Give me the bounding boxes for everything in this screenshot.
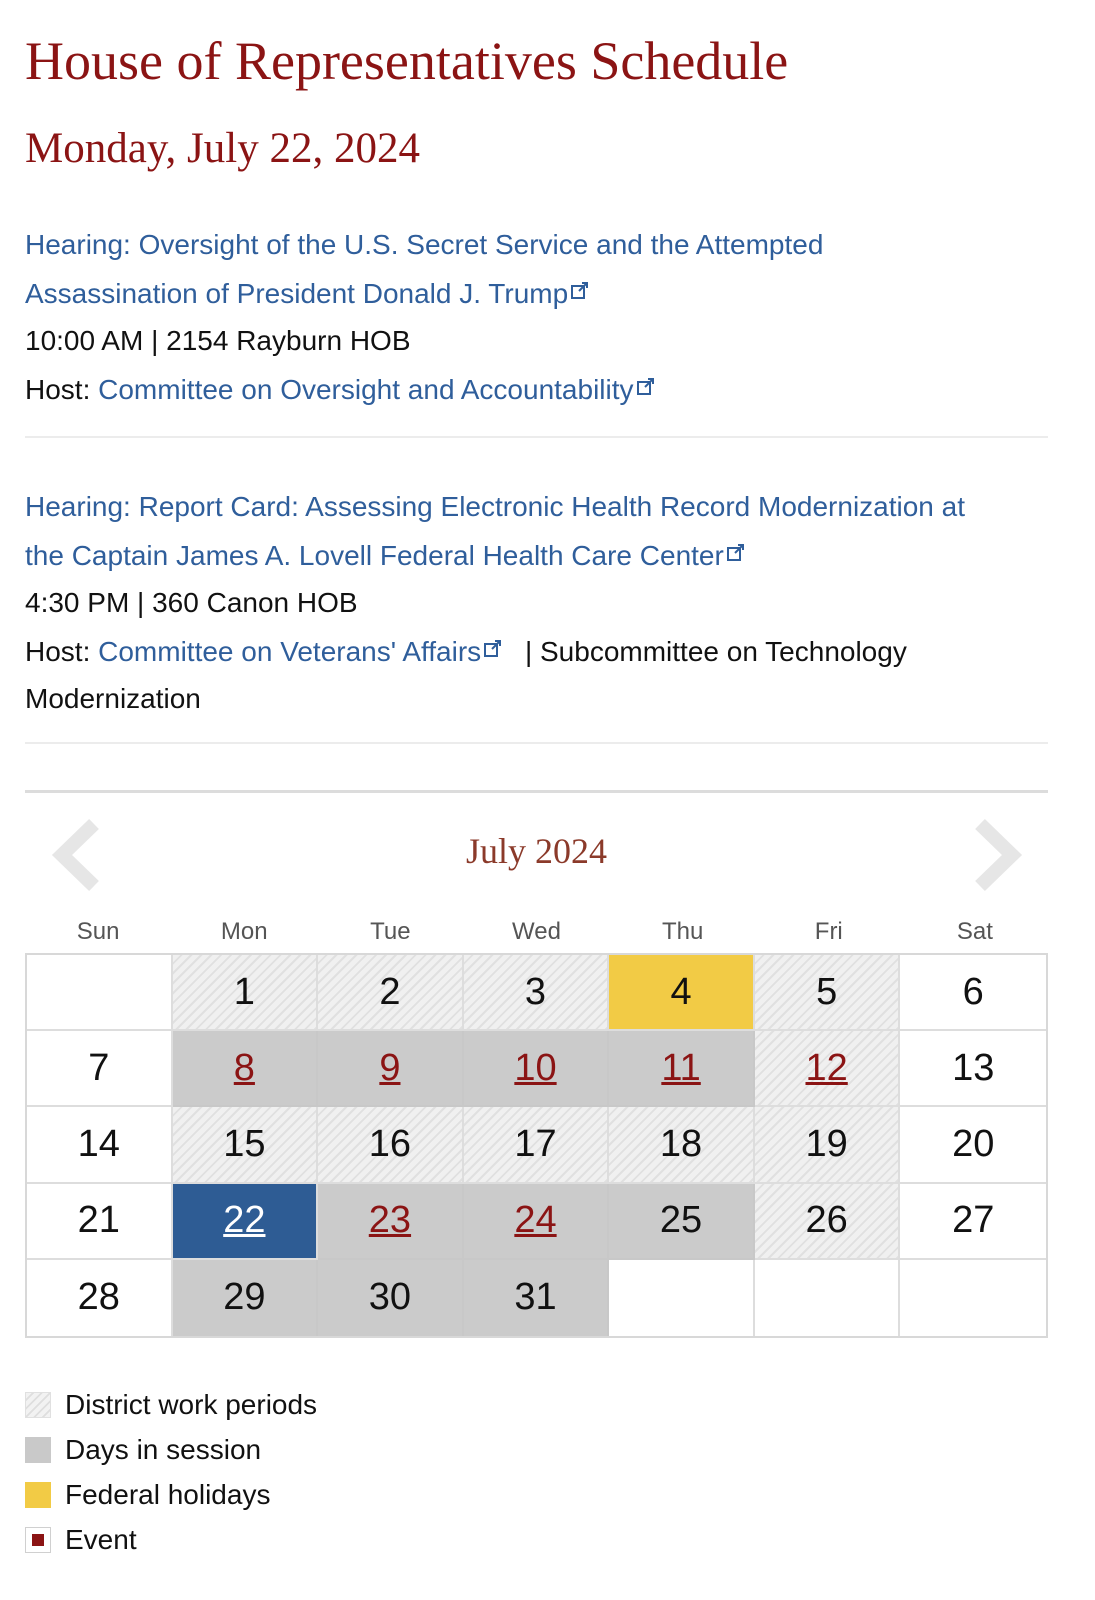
calendar-day-number: 3 xyxy=(524,970,547,1013)
calendar-day-number: 31 xyxy=(514,1276,557,1319)
calendar-day-link[interactable]: 10 xyxy=(514,1046,557,1089)
calendar-day[interactable] xyxy=(318,1184,464,1260)
external-link-icon xyxy=(570,268,590,315)
date-heading: Monday, July 22, 2024 xyxy=(25,125,420,172)
event-time-location: 10:00 AM | 2154 Rayburn HOB xyxy=(25,325,411,356)
event-title-link[interactable]: Hearing: Oversight of the U.S. Secret Service and the Attempted xyxy=(25,229,824,260)
host-label: Host: xyxy=(25,636,91,667)
weekday-header xyxy=(25,918,1048,946)
calendar-day[interactable] xyxy=(173,1184,319,1260)
calendar-legend xyxy=(25,1382,317,1562)
calendar-day-number: 4 xyxy=(670,970,692,1013)
legend-label: Days in session xyxy=(65,1433,262,1465)
event-dot-icon xyxy=(32,1534,44,1546)
external-link-icon xyxy=(483,626,503,673)
calendar-day xyxy=(464,1107,610,1183)
calendar-day xyxy=(900,1107,1046,1183)
calendar-day xyxy=(27,1184,173,1260)
calendar-day xyxy=(609,1184,755,1260)
legend-swatch xyxy=(25,1482,51,1508)
weekday-label: Mon xyxy=(220,918,268,945)
external-link-icon xyxy=(726,530,746,577)
calendar-day xyxy=(464,955,610,1031)
calendar-day xyxy=(318,955,464,1031)
calendar-day-number: 28 xyxy=(77,1276,120,1319)
legend-item xyxy=(25,1472,317,1517)
calendar-day-empty xyxy=(900,1260,1046,1336)
calendar-grid xyxy=(25,953,1048,1338)
calendar-day-empty xyxy=(755,1260,901,1336)
calendar-day[interactable] xyxy=(755,1031,901,1107)
calendar-day-number: 26 xyxy=(805,1199,848,1242)
calendar-day-number: 25 xyxy=(659,1199,703,1242)
weekday-label: Tue xyxy=(370,918,411,945)
calendar-day[interactable] xyxy=(609,1031,755,1107)
calendar-day-number: 30 xyxy=(368,1276,412,1319)
calendar-day-link[interactable]: 8 xyxy=(233,1046,255,1089)
calendar-day-empty xyxy=(609,1260,755,1336)
calendar-day-empty xyxy=(27,955,173,1031)
calendar-day xyxy=(173,955,319,1031)
calendar-day-number: 13 xyxy=(952,1046,995,1089)
calendar-day xyxy=(900,1031,1046,1107)
legend-swatch xyxy=(25,1437,51,1463)
calendar-day-link[interactable]: 23 xyxy=(368,1199,412,1242)
calendar-day[interactable] xyxy=(173,1031,319,1107)
calendar-day-number: 19 xyxy=(805,1122,848,1165)
calendar-day xyxy=(900,1184,1046,1260)
legend-item xyxy=(25,1382,317,1427)
calendar-day-number: 17 xyxy=(514,1122,557,1165)
calendar-day xyxy=(173,1107,319,1183)
calendar-day-number: 27 xyxy=(952,1199,995,1242)
legend-item xyxy=(25,1427,317,1472)
calendar-day-number: 15 xyxy=(223,1122,266,1165)
host-subcommittee-continued: Modernization xyxy=(25,683,201,714)
calendar-day xyxy=(27,1107,173,1183)
calendar-day-number: 16 xyxy=(368,1122,412,1165)
calendar-day-number: 20 xyxy=(952,1122,995,1165)
calendar-day xyxy=(173,1260,319,1336)
page-title: House of Representatives Schedule xyxy=(25,31,789,91)
weekday-label: Wed xyxy=(512,918,561,945)
calendar-day-link[interactable]: 22 xyxy=(223,1199,266,1242)
calendar-day[interactable] xyxy=(318,1031,464,1107)
calendar-day-number: 14 xyxy=(77,1122,120,1165)
event-title-link[interactable]: Hearing: Report Card: Assessing Electronic Health Record Modernization at xyxy=(25,491,966,522)
calendar-day-link[interactable]: 11 xyxy=(661,1046,701,1089)
calendar-day-number: 18 xyxy=(659,1122,703,1165)
calendar-month-title: July 2024 xyxy=(465,831,607,871)
host-committee-link[interactable]: Committee on Oversight and Accountability xyxy=(98,374,634,405)
calendar-day-number: 21 xyxy=(77,1199,120,1242)
chevron-right-icon xyxy=(968,881,1026,898)
calendar-day-number: 7 xyxy=(88,1046,110,1089)
legend-label: Event xyxy=(65,1523,137,1555)
calendar-day[interactable] xyxy=(464,1184,610,1260)
calendar-day xyxy=(318,1260,464,1336)
calendar-day xyxy=(27,1031,173,1107)
legend-item xyxy=(25,1517,317,1562)
calendar-day[interactable] xyxy=(464,1031,610,1107)
calendar-day xyxy=(27,1260,173,1336)
calendar-day xyxy=(609,955,755,1031)
weekday-label: Sat xyxy=(956,918,993,945)
calendar-day xyxy=(464,1260,610,1336)
event-item xyxy=(25,483,1055,722)
calendar-day xyxy=(900,955,1046,1031)
calendar-day-link[interactable]: 24 xyxy=(514,1199,557,1242)
host-committee-link[interactable]: Committee on Veterans' Affairs xyxy=(98,636,482,667)
legend-swatch xyxy=(25,1527,51,1553)
chevron-left-icon xyxy=(48,881,106,898)
event-time-location: 4:30 PM | 360 Canon HOB xyxy=(25,587,358,618)
calendar-day xyxy=(318,1107,464,1183)
external-link-icon xyxy=(636,364,656,411)
calendar-day-link[interactable]: 12 xyxy=(805,1046,848,1089)
event-divider xyxy=(25,742,1048,744)
weekday-label: Fri xyxy=(814,918,843,945)
weekday-label: Sun xyxy=(76,918,120,945)
legend-swatch xyxy=(25,1392,51,1418)
calendar-day-number: 29 xyxy=(223,1276,266,1319)
legend-label: District work periods xyxy=(65,1388,318,1420)
event-title-link-continued[interactable]: the Captain James A. Lovell Federal Health Care Center xyxy=(25,540,724,571)
calendar-day xyxy=(755,955,901,1031)
event-divider xyxy=(25,436,1048,438)
host-subcommittee: | Subcommittee on Technology xyxy=(524,636,907,667)
calendar-day-number: 2 xyxy=(379,970,401,1013)
calendar-day xyxy=(755,1184,901,1260)
next-month-button[interactable] xyxy=(968,816,1026,894)
calendar-day xyxy=(609,1107,755,1183)
calendar-day-number: 5 xyxy=(816,970,838,1013)
calendar-divider xyxy=(25,790,1048,793)
event-title-link-continued[interactable]: Assassination of President Donald J. Trump xyxy=(25,278,569,309)
calendar-day xyxy=(755,1107,901,1183)
legend-label: Federal holidays xyxy=(65,1478,271,1510)
calendar-day-number: 6 xyxy=(962,970,984,1013)
calendar-day-link[interactable]: 9 xyxy=(379,1046,401,1089)
event-item xyxy=(25,221,1055,413)
weekday-label: Thu xyxy=(661,918,704,945)
host-label: Host: xyxy=(25,374,91,405)
calendar-day-number: 1 xyxy=(233,970,255,1013)
